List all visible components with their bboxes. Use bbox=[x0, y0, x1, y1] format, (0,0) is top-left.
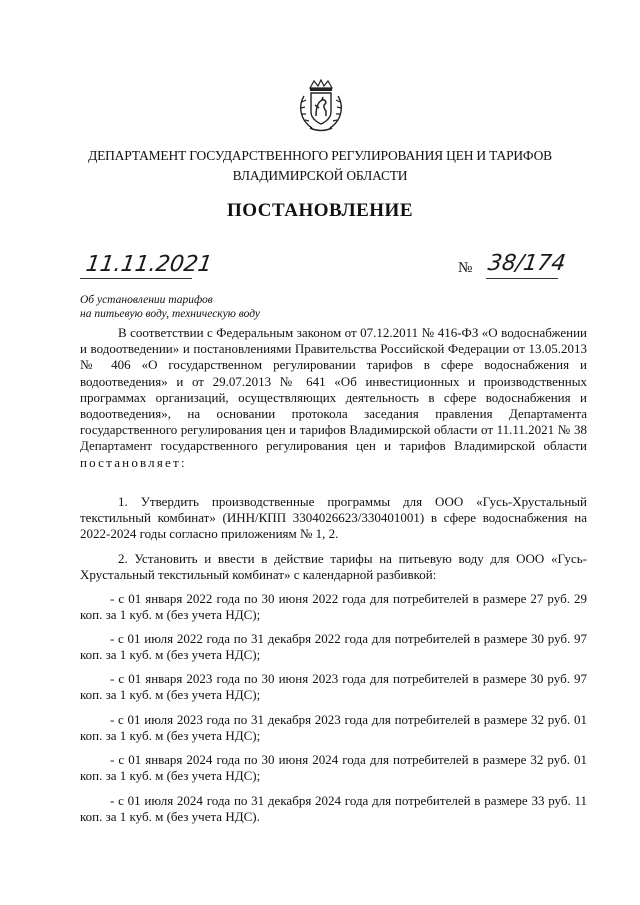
point-1: 1. Утвердить производственные программы для ООО «Гусь-Хрустальный текстильный комбинат» (ИНН/КПП 3304026623/330401001) в сфере водоснабжения на 2022-2024 годы согласно приложениям № 1, 2. bbox=[80, 494, 587, 542]
point-2: 2. Установить и ввести в действие тарифы на питьевую воду для ООО «Гусь-Хрустальный текстильный комбинат» с календарной разбивкой: bbox=[80, 551, 587, 583]
number-label: № bbox=[458, 260, 473, 276]
subject-line2: на питьевую воду, техническую воду bbox=[80, 308, 260, 320]
tariff-item: - с 01 июля 2024 года по 31 декабря 2024 года для потребителей в размере 33 руб. 11 коп. за 1 куб. м (без учета НДС). bbox=[80, 793, 587, 825]
department-name-line1: ДЕПАРТАМЕНТ ГОСУДАРСТВЕННОГО РЕГУЛИРОВАНИЯ ЦЕН И ТАРИФОВ bbox=[88, 148, 552, 163]
document-subject bbox=[80, 293, 340, 321]
preamble-paragraph bbox=[80, 325, 587, 471]
tariff-item: - с 01 января 2022 года по 30 июня 2022 года для потребителей в размере 27 руб. 29 коп. за 1 куб. м (без учета НДС); bbox=[80, 591, 587, 623]
subject-line1: Об установлении тарифов bbox=[80, 294, 213, 306]
resolves-word: постановляет: bbox=[80, 454, 187, 470]
tariff-item: - с 01 июля 2023 года по 31 декабря 2023 года для потребителей в размере 32 руб. 01 коп. за 1 куб. м (без учета НДС); bbox=[80, 712, 587, 744]
preamble-text: В соответствии с Федеральным законом от 07.12.2011 № 416-ФЗ «О водоснабжении и водоотведении» и постановлениями Правительства Российской Федерации от 13.05.2013 № 406 «О государственном регулировании тарифов в сфере водоснабжения и водоотведения» и от 29.07.2013 № 641 «Об инвестиционных и производственных программах организаций, осуществляющих деятельность в сфере водоснабжения и водоотведения», на основании протокола заседания правления Департамента государственного регулирования цен и тарифов Владимирской области от 11.11.2021 № 38 Департамент государственного регулирования цен и тарифов Владимирской области bbox=[80, 325, 587, 454]
tariff-item: - с 01 января 2023 года по 30 июня 2023 года для потребителей в размере 30 руб. 97 коп. за 1 куб. м (без учета НДС); bbox=[80, 671, 587, 703]
coat-of-arms-icon bbox=[296, 78, 346, 134]
tariff-item: - с 01 июля 2022 года по 31 декабря 2022 года для потребителей в размере 30 руб. 97 коп. за 1 куб. м (без учета НДС); bbox=[80, 631, 587, 663]
document-type-title: ПОСТАНОВЛЕНИЕ bbox=[226, 200, 414, 221]
tariff-item: - с 01 января 2024 года по 30 июня 2024 года для потребителей в размере 32 руб. 01 коп. за 1 куб. м (без учета НДС); bbox=[80, 752, 587, 784]
document-date: 11.11.2021 bbox=[84, 252, 214, 277]
number-underline bbox=[486, 278, 558, 279]
document-number: 38/174 bbox=[486, 251, 568, 276]
department-name-line2: ВЛАДИМИРСКОЙ ОБЛАСТИ bbox=[232, 168, 408, 183]
date-underline bbox=[80, 278, 192, 279]
